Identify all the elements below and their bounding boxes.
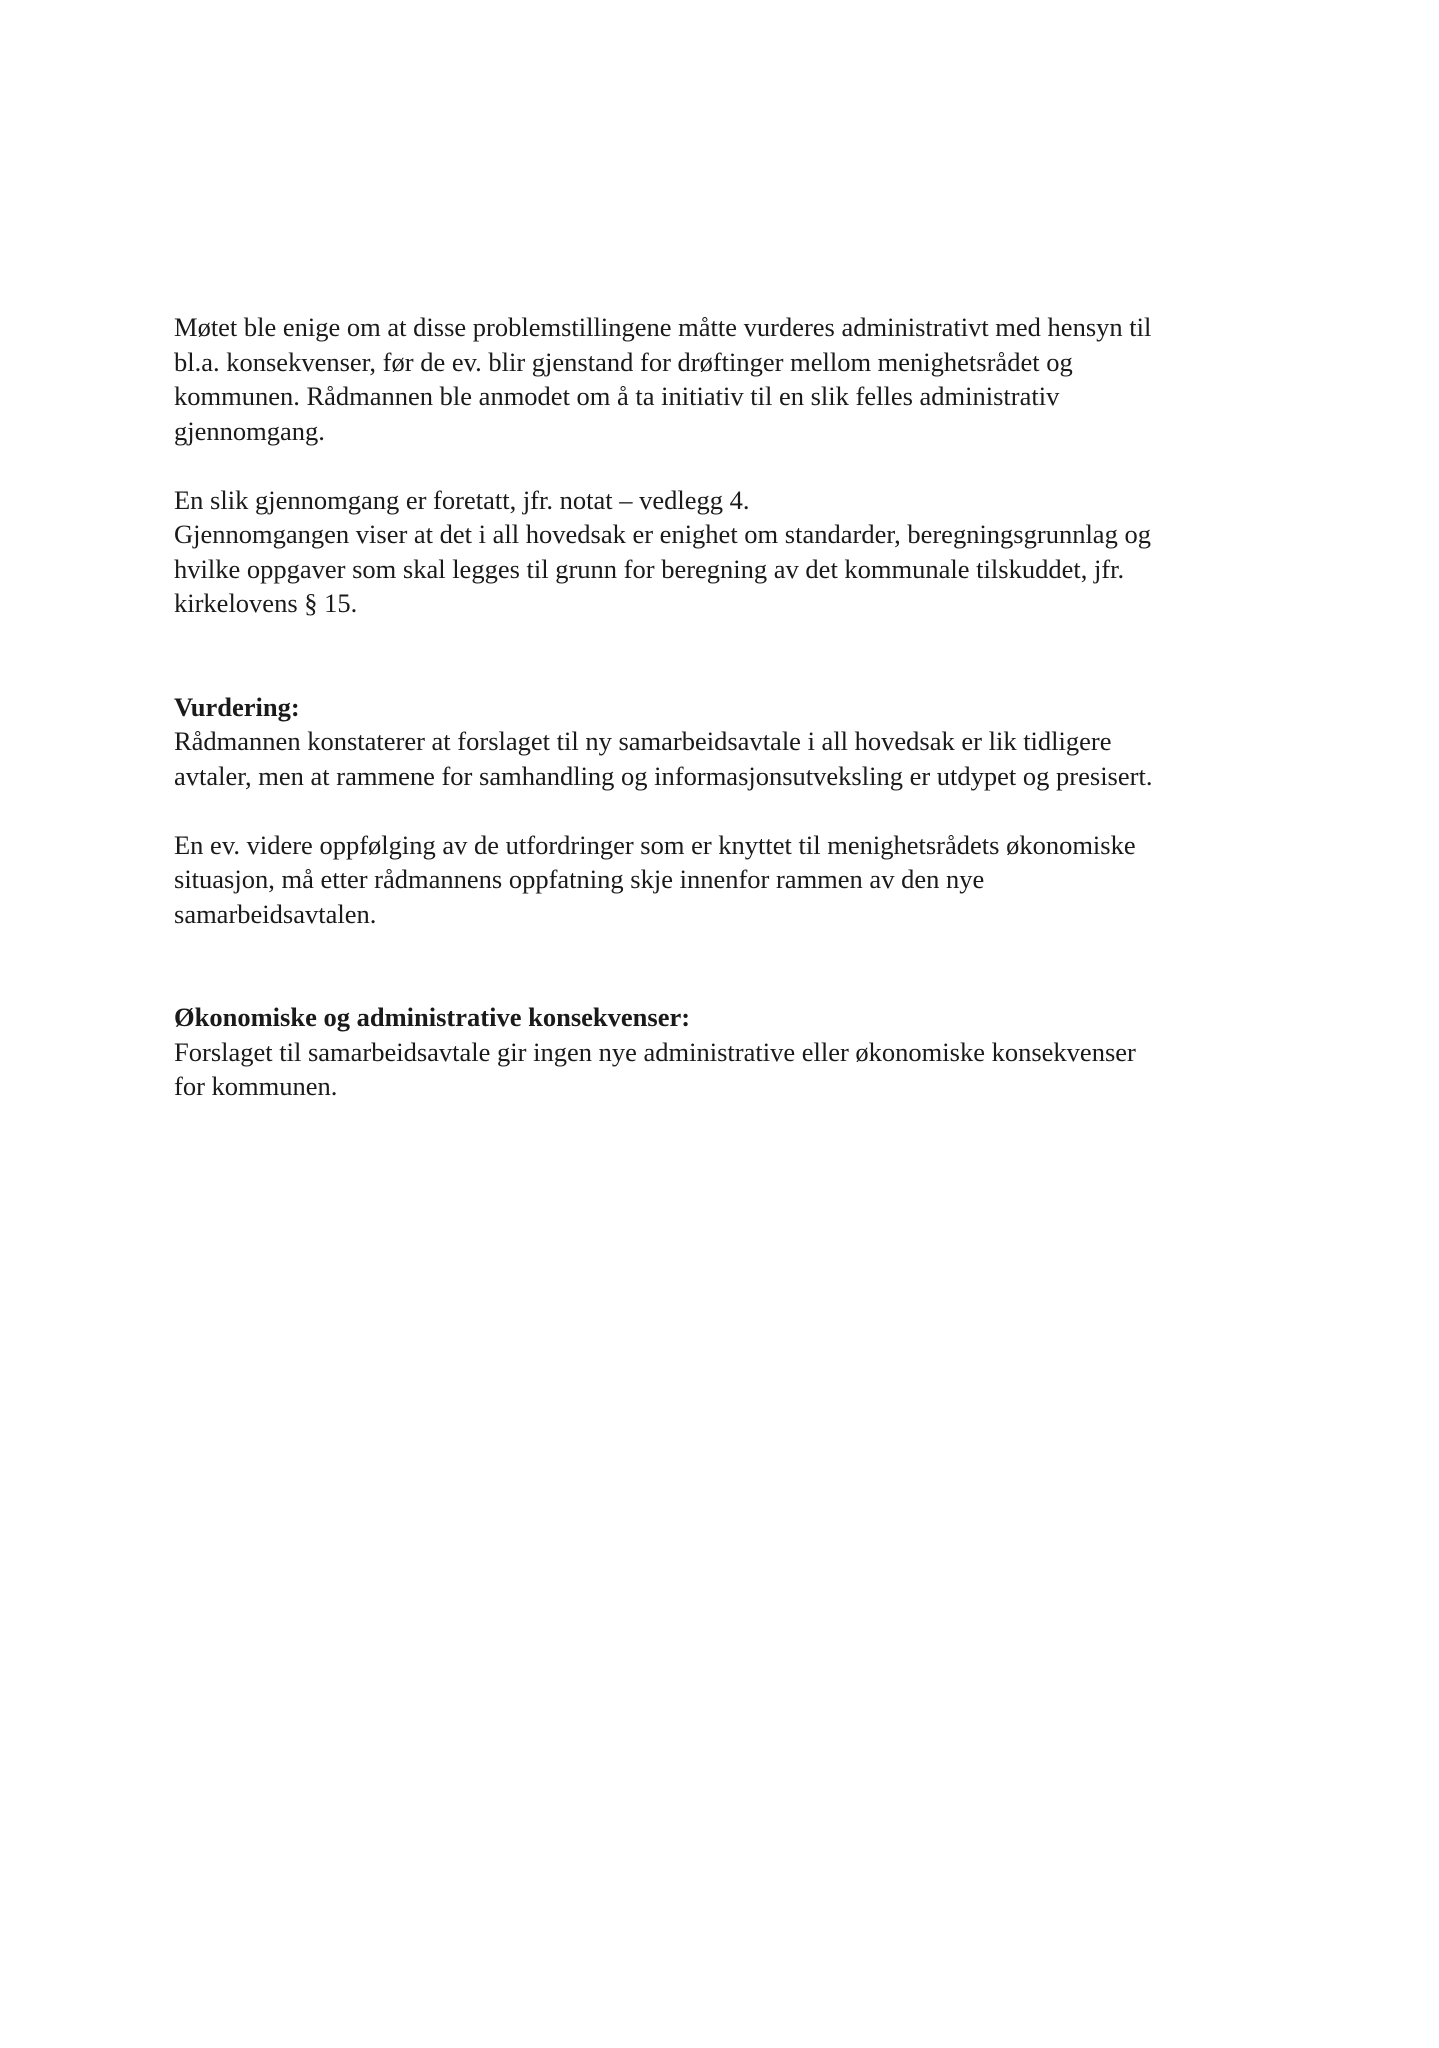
text-line: kirkelovens § 15. (174, 588, 358, 618)
paragraph-consequences (174, 1035, 1274, 1104)
paragraph-assessment (174, 724, 1274, 793)
text-line: Rådmannen konstaterer at forslaget til ny samarbeidsavtale i all hovedsak er lik tidligere (174, 726, 1112, 756)
section-consequences (174, 1000, 1274, 1104)
paragraph-spacer (174, 793, 1274, 828)
text-line: kommunen. Rådmannen ble anmodet om å ta initiativ til en slik felles administrativ (174, 381, 1060, 411)
section-assessment (174, 690, 1274, 932)
paragraph-follow-up (174, 828, 1274, 932)
text-line: avtaler, men at rammene for samhandling og informasjonsutveksling er utdypet og presisert. (174, 760, 1153, 791)
text-line: Møtet ble enige om at disse problemstillingene måtte vurderes administrativt med hensyn til (174, 312, 1152, 342)
text-line: En slik gjennomgang er foretatt, jfr. notat – vedlegg 4. (174, 484, 750, 515)
section-spacer (174, 621, 1274, 690)
paragraph-review-done (174, 483, 1274, 621)
text-line: Forslaget til samarbeidsavtale gir ingen nye administrative eller økonomiske konsekvenser (174, 1036, 1136, 1067)
text-line: gjennomgang. (174, 415, 325, 446)
section-heading-consequences: Økonomiske og administrative konsekvenser: (174, 1002, 691, 1032)
text-line: situasjon, må etter rådmannens oppfatning skje innenfor rammen av den nye (174, 864, 985, 894)
section-spacer (174, 931, 1274, 1000)
paragraph-meeting-agreement (174, 310, 1274, 448)
document-body (174, 310, 1274, 1104)
text-line: samarbeidsavtalen. (174, 898, 377, 929)
text-line: En ev. videre oppfølging av de utfordringer som er knyttet til menighetsrådets økonomiske (174, 829, 1136, 860)
section-heading-assessment: Vurdering: (174, 691, 300, 722)
text-line: Gjennomgangen viser at det i all hovedsak er enighet om standarder, beregningsgrunnlag og (174, 519, 1151, 549)
text-line: for kommunen. (174, 1071, 338, 1101)
text-line: bl.a. konsekvenser, før de ev. blir gjenstand for drøftinger mellom menighetsrådet og (174, 346, 1073, 377)
paragraph-spacer (174, 448, 1274, 483)
text-line: hvilke oppgaver som skal legges til grunn for beregning av det kommunale tilskuddet, jfr. (174, 553, 1125, 584)
